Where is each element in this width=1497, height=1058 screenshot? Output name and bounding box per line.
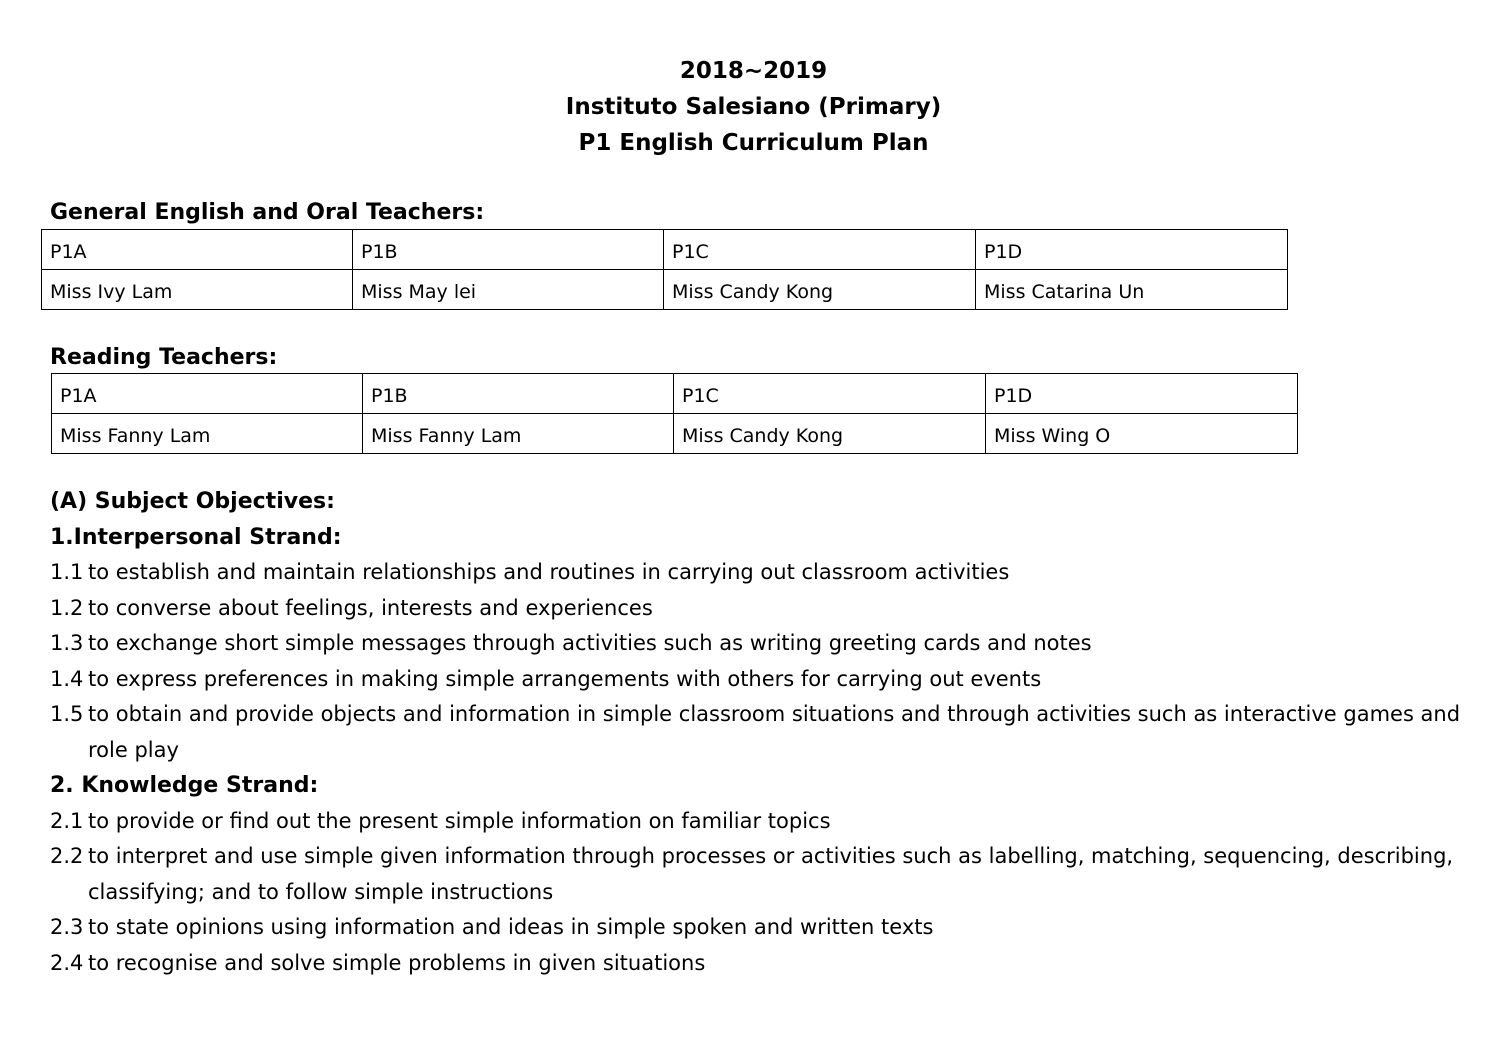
item-number: 1.4 — [50, 666, 84, 691]
academic-year: 2018~2019 — [679, 58, 828, 84]
list-item — [50, 697, 1490, 768]
item-number: 2.3 — [50, 915, 84, 939]
plan-title: P1 English Curriculum Plan — [578, 130, 929, 156]
reading-teachers-table — [51, 373, 1298, 454]
item-text: to converse about feelings, interests and experiences — [88, 595, 653, 620]
list-item — [50, 946, 1490, 982]
item-number: 2.1 — [50, 808, 84, 833]
item-text: to establish and maintain relationships and routines in carrying out classroom activities — [88, 560, 1010, 584]
teacher-cell: Miss Candy Kong — [674, 414, 986, 454]
class-cell: P1C — [674, 374, 986, 414]
list-item — [50, 555, 1490, 591]
table-row — [52, 414, 1298, 454]
list-item — [50, 591, 1490, 627]
subject-objectives — [50, 484, 1490, 981]
item-number: 1.2 — [50, 595, 84, 620]
item-text: to recognise and solve simple problems in given situations — [88, 950, 706, 975]
school-name: Instituto Salesiano (Primary) — [565, 94, 942, 120]
item-number: 2.2 — [50, 844, 84, 868]
class-cell: P1A — [52, 374, 363, 414]
list-item — [50, 662, 1490, 698]
document-header — [0, 53, 1497, 161]
class-cell: P1D — [976, 230, 1288, 270]
item-number: 2.4 — [50, 950, 84, 975]
teacher-cell: Miss Candy Kong — [664, 270, 976, 310]
teacher-cell: Miss Ivy Lam — [42, 270, 353, 310]
list-item — [50, 626, 1490, 662]
item-text: to interpret and use simple given information through processes or activities such as labelling, matching, sequencing, describing, classifying; and to follow simple instructions — [88, 844, 1454, 904]
reading-teachers-label: Reading Teachers: — [50, 345, 278, 370]
teacher-cell: Miss Fanny Lam — [52, 414, 363, 454]
class-cell: P1C — [664, 230, 976, 270]
item-number: 1.1 — [50, 560, 84, 584]
class-cell: P1A — [42, 230, 353, 270]
item-text: to obtain and provide objects and information in simple classroom situations and through activities such as interactive games and role play — [88, 702, 1461, 762]
class-cell: P1D — [986, 374, 1298, 414]
teacher-cell: Miss May lei — [353, 270, 664, 310]
list-item — [50, 804, 1490, 840]
table-row — [42, 230, 1288, 270]
item-text: to provide or find out the present simple information on familiar topics — [88, 808, 831, 833]
objectives-heading: (A) Subject Objectives: — [50, 489, 335, 514]
general-teachers-table — [41, 229, 1288, 310]
class-cell: P1B — [353, 230, 664, 270]
teacher-cell: Miss Wing O — [986, 414, 1298, 454]
list-item — [50, 910, 1490, 946]
item-number: 1.5 — [50, 702, 84, 726]
knowledge-strand-heading: 2. Knowledge Strand: — [50, 773, 319, 798]
teacher-cell: Miss Catarina Un — [976, 270, 1288, 310]
table-row — [52, 374, 1298, 414]
item-text: to state opinions using information and ideas in simple spoken and written texts — [88, 915, 934, 939]
general-teachers-label: General English and Oral Teachers: — [50, 200, 485, 225]
item-text: to exchange short simple messages through activities such as writing greeting cards and notes — [88, 631, 1092, 655]
list-item — [50, 839, 1490, 910]
interpersonal-strand-heading: 1.Interpersonal Strand: — [50, 524, 342, 550]
class-cell: P1B — [363, 374, 674, 414]
table-row — [42, 270, 1288, 310]
item-text: to express preferences in making simple arrangements with others for carrying out events — [88, 666, 1042, 691]
teacher-cell: Miss Fanny Lam — [363, 414, 674, 454]
item-number: 1.3 — [50, 631, 84, 655]
